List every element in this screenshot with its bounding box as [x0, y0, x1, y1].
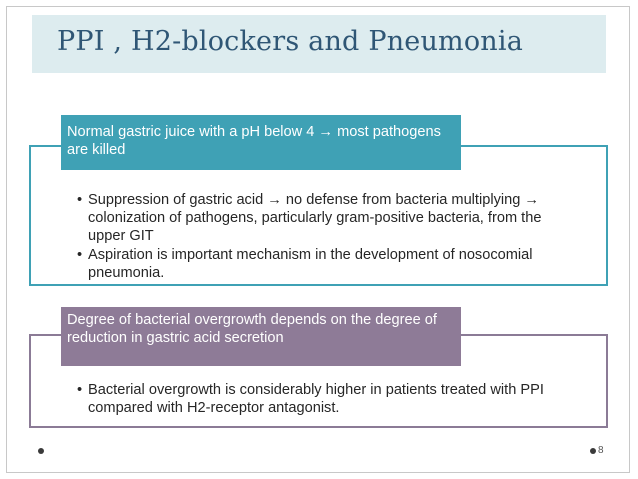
- slide-title: PPI , H2-blockers and Pneumonia: [57, 26, 524, 57]
- bullet-dot: •: [77, 246, 83, 263]
- section-1-bullets: [77, 191, 557, 282]
- section-2-heading: Degree of bacterial overgrowth depends on the degree of reduction in gastric acid secretion: [61, 307, 461, 366]
- bullet-item: • Bacterial overgrowth is considerably higher in patients treated with PPI compared with H2-receptor antagonist.: [77, 382, 544, 417]
- footer-left-dot: [38, 448, 44, 454]
- footer-right-dot: [590, 448, 596, 454]
- section-1-heading: Normal gastric juice with a pH below 4 → most pathogens are killed: [61, 115, 461, 170]
- bullet-dot: •: [77, 192, 83, 208]
- bullet-item: • Aspiration is important mechanism in the development of nosocomial pneumonia.: [77, 246, 533, 281]
- page-number: 8: [598, 445, 604, 456]
- bullet-dot: •: [77, 382, 83, 398]
- section-2-bullets: [77, 381, 557, 417]
- bullet-item: • Suppression of gastric acid → no defense from bacteria multiplying → colonization of pathogens, particularly gram-positive bacteria, from the upper GIT: [77, 192, 542, 245]
